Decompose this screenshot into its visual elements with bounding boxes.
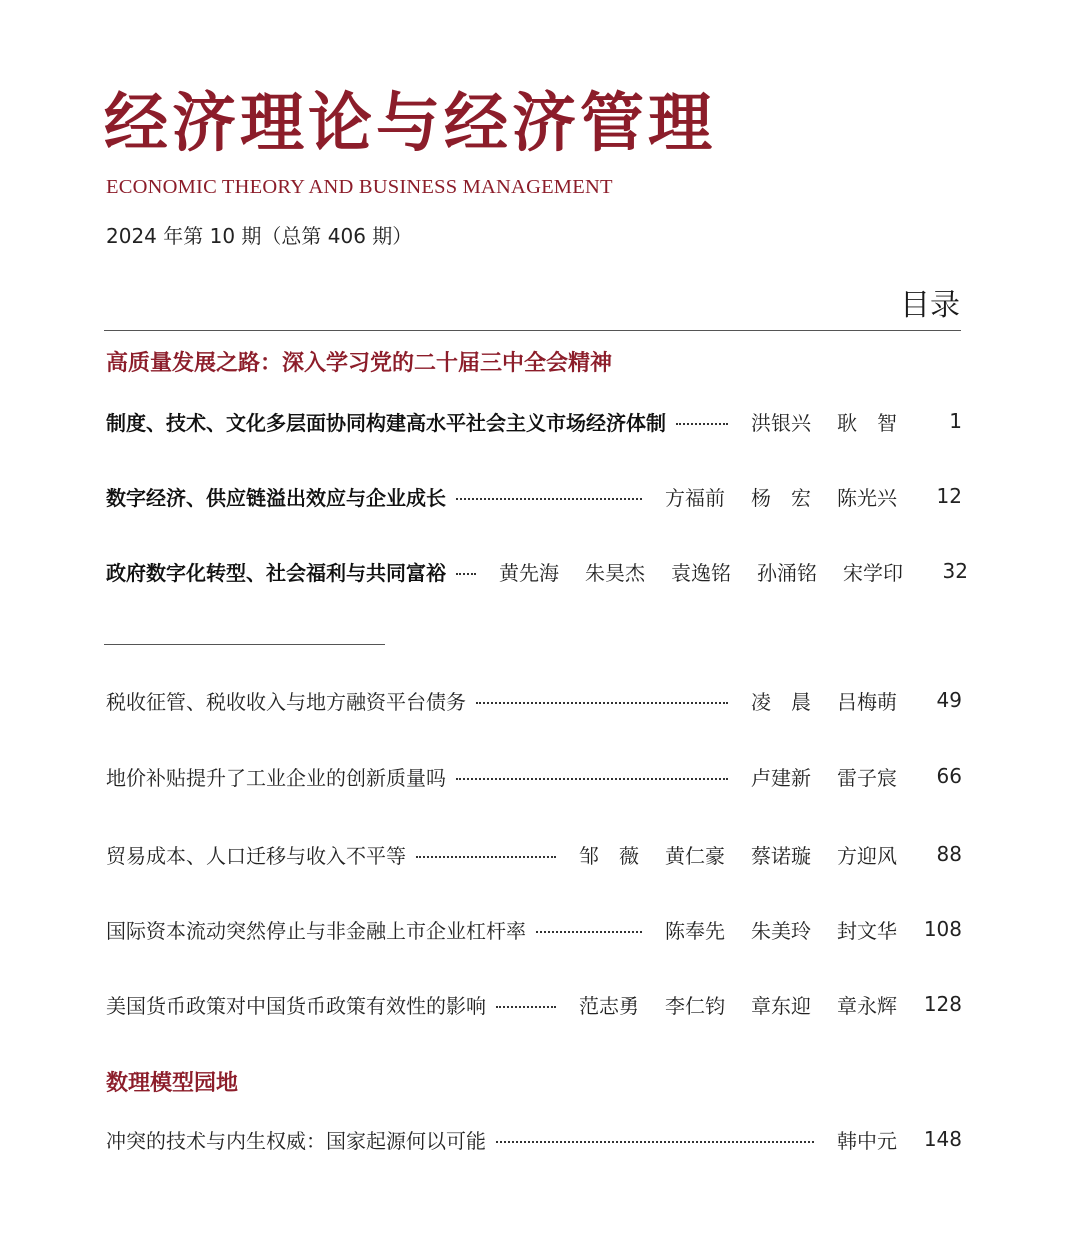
author: 章东迎 [751, 993, 811, 1018]
entry-authors [738, 762, 910, 791]
entry-authors [652, 915, 910, 944]
toc-entry[interactable] [106, 914, 962, 944]
author: 雷子宸 [837, 765, 897, 790]
author: 宋学印 [843, 560, 903, 585]
toc-entry[interactable] [106, 839, 962, 869]
entry-page: 12 [936, 484, 962, 508]
entry-title: 制度、技术、文化多层面协同构建高水平社会主义市场经济体制 [106, 410, 666, 435]
toc-entry[interactable] [106, 556, 968, 586]
author: 范志勇 [579, 993, 639, 1018]
entry-page: 128 [923, 992, 962, 1016]
dot-leader [496, 1006, 556, 1008]
toc-entry[interactable] [106, 481, 962, 511]
entry-title: 税收征管、税收收入与地方融资平台债务 [106, 689, 466, 714]
toc-entry[interactable] [106, 989, 962, 1019]
dot-leader [456, 573, 476, 575]
entry-title: 数字经济、供应链溢出效应与企业成长 [106, 485, 446, 510]
dot-leader [456, 498, 642, 500]
entry-title: 贸易成本、人口迁移与收入不平等 [106, 843, 406, 868]
entry-title: 政府数字化转型、社会福利与共同富裕 [106, 560, 446, 585]
section-heading: 高质量发展之路：深入学习党的二十届三中全会精神 [106, 350, 613, 376]
author: 朱美玲 [751, 918, 811, 943]
entry-authors [566, 990, 910, 1019]
section-divider [104, 644, 385, 645]
entry-authors [566, 840, 910, 869]
dot-leader [496, 1141, 814, 1143]
author: 耿 智 [837, 410, 897, 435]
toc-entry[interactable] [106, 406, 962, 436]
author: 邹 薇 [579, 843, 639, 868]
dot-leader [676, 423, 728, 425]
author: 封文华 [837, 918, 897, 943]
author: 陈光兴 [837, 485, 897, 510]
author: 洪银兴 [751, 410, 811, 435]
entry-page: 49 [936, 688, 962, 712]
author: 方福前 [665, 485, 725, 510]
entry-page: 148 [923, 1127, 962, 1151]
entry-authors [738, 686, 910, 715]
issue-number: 2024 年第 10 期（总第 406 期） [106, 224, 413, 248]
author: 袁逸铭 [671, 560, 731, 585]
entry-authors [824, 1125, 910, 1154]
dot-leader [476, 702, 728, 704]
entry-page: 66 [936, 764, 962, 788]
entry-title: 地价补贴提升了工业企业的创新质量吗 [106, 765, 446, 790]
entry-title: 冲突的技术与内生权威：国家起源何以可能 [106, 1128, 486, 1153]
entry-authors [652, 482, 910, 511]
author: 黄仁豪 [665, 843, 725, 868]
author: 蔡诺璇 [751, 843, 811, 868]
author: 吕梅萌 [837, 689, 897, 714]
toc-entry[interactable] [106, 1124, 962, 1154]
toc-title: 目录 [900, 288, 960, 323]
entry-title: 美国货币政策对中国货币政策有效性的影响 [106, 993, 486, 1018]
toc-divider [104, 330, 961, 331]
entry-page: 108 [923, 917, 962, 941]
journal-title-cn: 经济理论与经济管理 [104, 86, 716, 161]
entry-page: 32 [942, 559, 968, 583]
author: 卢建新 [751, 765, 811, 790]
dot-leader [536, 931, 642, 933]
author: 韩中元 [837, 1128, 897, 1153]
dot-leader [456, 778, 728, 780]
entry-page: 1 [949, 409, 962, 433]
author: 陈奉先 [665, 918, 725, 943]
entry-authors [738, 407, 910, 436]
entry-title: 国际资本流动突然停止与非金融上市企业杠杆率 [106, 918, 526, 943]
toc-entry[interactable] [106, 685, 962, 715]
journal-title-en: ECONOMIC THEORY AND BUSINESS MANAGEMENT [106, 176, 613, 198]
entry-page: 88 [936, 842, 962, 866]
author: 章永辉 [837, 993, 897, 1018]
author: 李仁钧 [665, 993, 725, 1018]
entry-authors [486, 557, 916, 586]
dot-leader [416, 856, 556, 858]
author: 朱昊杰 [585, 560, 645, 585]
section-heading: 数理模型园地 [106, 1070, 239, 1096]
author: 杨 宏 [751, 485, 811, 510]
author: 孙涌铭 [757, 560, 817, 585]
author: 凌 晨 [751, 689, 811, 714]
author: 方迎风 [837, 843, 897, 868]
author: 黄先海 [499, 560, 559, 585]
toc-entry[interactable] [106, 761, 962, 791]
